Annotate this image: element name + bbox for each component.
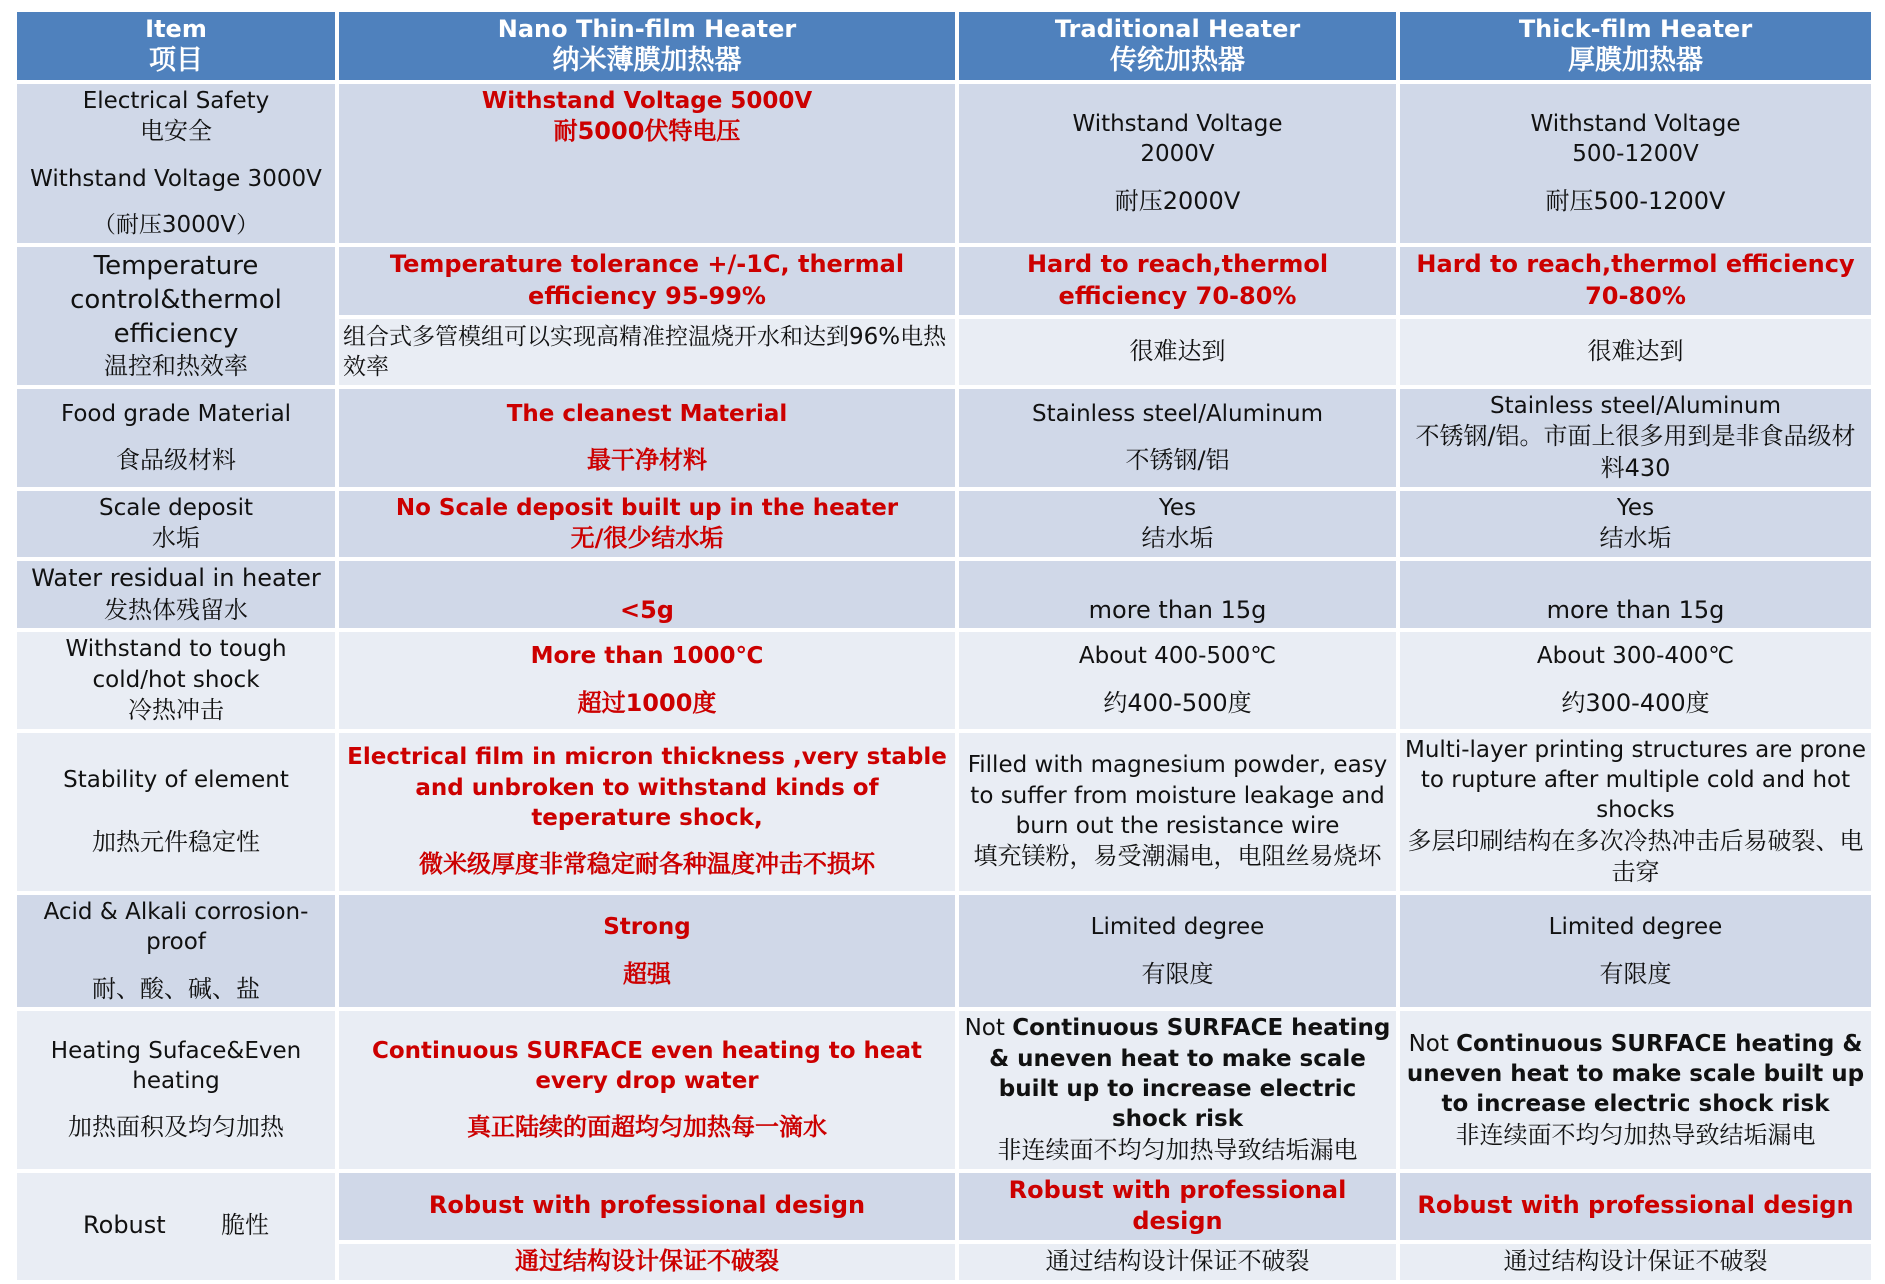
- table-row-stability: [17, 733, 1871, 891]
- nano-value-cn: 最干净材料: [587, 446, 707, 475]
- cell-nano-shock: [339, 632, 955, 728]
- table-row-electrical-safety: [17, 84, 1871, 243]
- cell-item-scale-deposit: [17, 491, 335, 557]
- cell-thick-robust-cn: 通过结构设计保证不破裂: [1400, 1244, 1871, 1280]
- thick-value: About 300-400℃: [1536, 643, 1735, 670]
- cell-item-water-residual: [17, 561, 335, 628]
- nano-value: No Scale deposit built up in the heater: [395, 494, 899, 521]
- item-label-cn: 加热面积及均匀加热: [68, 1113, 284, 1142]
- thick-value-cn: 不锈钢/铝。市面上很多用到是非食品级材料430: [1415, 422, 1856, 483]
- cell-thick-heating-surface: [1400, 1011, 1871, 1168]
- item-label-cn: 温控和热效率: [104, 352, 248, 381]
- nano-value-cn: 超过1000度: [577, 688, 717, 717]
- thick-value-cn: 约300-400度: [1561, 688, 1710, 717]
- traditional-value-cn: 约400-500度: [1103, 688, 1252, 717]
- cell-thick-stability: [1400, 733, 1871, 891]
- thick-value: Limited degree: [1548, 914, 1723, 941]
- cell-item-shock: [17, 632, 335, 728]
- nano-value-cn: 真正陆续的面超均匀加热每一滴水: [467, 1113, 827, 1142]
- item-label: Water residual in heater: [31, 563, 321, 592]
- table-row-water-residual: [17, 561, 1871, 628]
- cell-traditional-shock: [959, 632, 1396, 728]
- cell-traditional-temperature-cn: 很难达到: [959, 319, 1396, 385]
- traditional-value: Stainless steel/Aluminum: [1032, 400, 1323, 427]
- traditional-value: Limited degree: [1090, 914, 1265, 941]
- cell-thick-temperature-cn: 很难达到: [1400, 319, 1871, 385]
- cell-nano-food-grade: [339, 389, 955, 487]
- thick-value-cn: 非连续面不均匀加热导致结垢漏电: [1455, 1120, 1816, 1149]
- traditional-value-cn: 有限度: [1141, 959, 1214, 988]
- item-label-cn: 冷热冲击: [128, 695, 224, 724]
- table-row-temperature: [17, 247, 1871, 316]
- cell-traditional-heating-surface: [959, 1011, 1396, 1168]
- cell-thick-acid-alkali: [1400, 895, 1871, 1007]
- item-label: Stability of element: [63, 766, 289, 793]
- item-label: Heating Suface&Even heating: [50, 1037, 302, 1095]
- cell-item-temperature: [17, 247, 335, 386]
- traditional-value-2: 2000V: [1140, 141, 1215, 168]
- nano-value: Electrical film in micron thickness ,very stable and unbroken to withstand kinds of teperature shock,: [347, 744, 947, 832]
- traditional-value: About 400-500℃: [1078, 643, 1277, 670]
- cell-nano-robust-en: Robust with professional design: [339, 1173, 955, 1240]
- cell-thick-robust-en: Robust with professional design: [1400, 1173, 1871, 1240]
- traditional-value: Yes: [1158, 494, 1197, 521]
- thick-value: Stainless steel/Aluminum: [1490, 393, 1781, 420]
- nano-value: The cleanest Material: [506, 400, 788, 427]
- traditional-value-cn: 非连续面不均匀加热导致结垢漏电: [997, 1135, 1358, 1164]
- cell-nano-heating-surface: [339, 1011, 955, 1168]
- cell-traditional-robust-cn: 通过结构设计保证不破裂: [959, 1244, 1396, 1280]
- nano-value-cn: 超强: [623, 959, 671, 988]
- traditional-value-cn: 填充镁粉，易受潮漏电，电阻丝易烧坏: [973, 842, 1382, 871]
- cell-item-acid-alkali: [17, 895, 335, 1007]
- header-nano-cn: 纳米薄膜加热器: [552, 45, 742, 76]
- item-label-cn: 耐、酸、碱、盐: [92, 974, 260, 1003]
- cell-nano-electrical-safety: [339, 84, 955, 243]
- header-nano: [339, 12, 955, 80]
- header-traditional: [959, 12, 1396, 80]
- nano-value: Continuous SURFACE even heating to heat every drop water: [371, 1037, 923, 1095]
- header-thick-en: Thick-film Heater: [1518, 15, 1753, 43]
- thick-value: Withstand Voltage: [1530, 110, 1741, 137]
- table-row-scale-deposit: [17, 491, 1871, 557]
- item-sub-label-cn: （耐压3000V）: [92, 212, 260, 239]
- table-row-heating-surface: [17, 1011, 1871, 1168]
- cell-traditional-scale-deposit: [959, 491, 1396, 557]
- cell-thick-temperature-en: Hard to reach,thermol efficiency 70-80%: [1400, 247, 1871, 316]
- thick-value-cn: 有限度: [1599, 959, 1672, 988]
- cell-traditional-robust-en: Robust with professional design: [959, 1173, 1396, 1240]
- item-label-cn: 电安全: [140, 117, 212, 146]
- cell-thick-shock: [1400, 632, 1871, 728]
- item-label: Electrical Safety: [82, 87, 270, 114]
- cell-item-stability: [17, 733, 335, 891]
- thick-value-cn: 多层印刷结构在多次冷热冲击后易破裂、电击穿: [1407, 826, 1864, 887]
- table-row-food-grade: [17, 389, 1871, 487]
- cell-nano-temperature-cn: 组合式多管模组可以实现高精准控温烧开水和达到96%电热效率: [339, 319, 955, 385]
- cell-thick-electrical-safety: [1400, 84, 1871, 243]
- thick-value-cn: 耐压500-1200V: [1545, 186, 1726, 215]
- traditional-value: Withstand Voltage: [1072, 110, 1283, 137]
- cell-nano-acid-alkali: [339, 895, 955, 1007]
- header-item: [17, 12, 335, 80]
- traditional-value-cn: 耐压2000V: [1114, 186, 1241, 215]
- table-row-shock: [17, 632, 1871, 728]
- thick-value-cn: 结水垢: [1599, 524, 1672, 553]
- nano-value-cn: 微米级厚度非常稳定耐各种温度冲击不损坏: [419, 850, 875, 879]
- thick-value-2: 500-1200V: [1572, 141, 1699, 168]
- cell-nano-temperature-en: Temperature tolerance +/-1C, thermal efficiency 95-99%: [339, 247, 955, 316]
- header-traditional-en: Traditional Heater: [1054, 15, 1301, 43]
- cell-thick-scale-deposit: [1400, 491, 1871, 557]
- cell-nano-stability: [339, 733, 955, 891]
- header-item-en: Item: [145, 15, 207, 43]
- item-label-cn: 发热体残留水: [104, 595, 248, 624]
- cell-traditional-acid-alkali: [959, 895, 1396, 1007]
- item-label: Food grade Material: [60, 400, 292, 427]
- cell-thick-water-residual: more than 15g: [1400, 561, 1871, 628]
- item-label-3: efficiency: [113, 319, 239, 350]
- traditional-value: Continuous SURFACE heating & uneven heat to make scale built up to increase electric shock risk: [989, 1015, 1391, 1133]
- header-traditional-cn: 传统加热器: [1110, 45, 1245, 76]
- nano-value: Withstand Voltage 5000V: [481, 87, 813, 114]
- nano-value-cn: 耐5000伏特电压: [553, 117, 741, 146]
- cell-nano-scale-deposit: [339, 491, 955, 557]
- thick-not-label: Not: [1408, 1030, 1457, 1057]
- table-row-robust: [17, 1173, 1871, 1240]
- traditional-value: Filled with magnesium powder, easy to suffer from moisture leakage and burn out the resistance wire: [967, 752, 1388, 840]
- cell-traditional-temperature-en: Hard to reach,thermol efficiency 70-80%: [959, 247, 1396, 316]
- thick-value: Multi-layer printing structures are prone to rupture after multiple cold and hot shocks: [1405, 736, 1866, 824]
- cell-nano-water-residual: <5g: [339, 561, 955, 628]
- header-thick: [1400, 12, 1871, 80]
- item-label: Robust: [83, 1211, 166, 1240]
- cell-traditional-water-residual: more than 15g: [959, 561, 1396, 628]
- traditional-not-label: Not: [964, 1015, 1013, 1042]
- header-thick-cn: 厚膜加热器: [1568, 45, 1703, 76]
- cell-traditional-stability: [959, 733, 1396, 891]
- item-label: Acid & Alkali corrosion-proof: [43, 899, 309, 956]
- cell-item-electrical-safety: [17, 84, 335, 243]
- header-nano-en: Nano Thin-film Heater: [497, 15, 797, 43]
- cell-traditional-electrical-safety: [959, 84, 1396, 243]
- nano-value: Strong: [603, 914, 691, 941]
- item-label-cn: 食品级材料: [116, 446, 236, 475]
- traditional-value-cn: 不锈钢/铝: [1125, 446, 1230, 475]
- table-row-acid-alkali: [17, 895, 1871, 1007]
- item-label-2: control&thermol: [70, 284, 282, 315]
- comparison-table: [13, 8, 1875, 1284]
- nano-value-cn: 无/很少结水垢: [570, 524, 724, 553]
- cell-nano-robust-cn: 通过结构设计保证不破裂: [339, 1244, 955, 1280]
- header-item-cn: 项目: [149, 45, 203, 76]
- thick-value: Continuous SURFACE heating & uneven heat to make scale built up to increase electric shock risk: [1406, 1030, 1865, 1118]
- cell-item-heating-surface: [17, 1011, 335, 1168]
- item-label: Scale deposit: [98, 494, 253, 521]
- item-label-cn: 水垢: [152, 524, 200, 553]
- nano-value: More than 1000℃: [530, 643, 764, 670]
- traditional-value-cn: 结水垢: [1141, 524, 1214, 553]
- item-label: Temperature: [93, 250, 259, 281]
- item-sub-label: Withstand Voltage 3000V: [30, 165, 322, 192]
- item-label: Withstand to tough cold/hot shock: [65, 636, 287, 693]
- cell-thick-food-grade: [1400, 389, 1871, 487]
- item-label-cn: 脆性: [220, 1211, 269, 1240]
- table-header-row: [17, 12, 1871, 80]
- item-label-cn: 加热元件稳定性: [92, 828, 260, 857]
- cell-item-robust: [17, 1173, 335, 1280]
- thick-value: Yes: [1616, 494, 1655, 521]
- cell-item-food-grade: [17, 389, 335, 487]
- cell-traditional-food-grade: [959, 389, 1396, 487]
